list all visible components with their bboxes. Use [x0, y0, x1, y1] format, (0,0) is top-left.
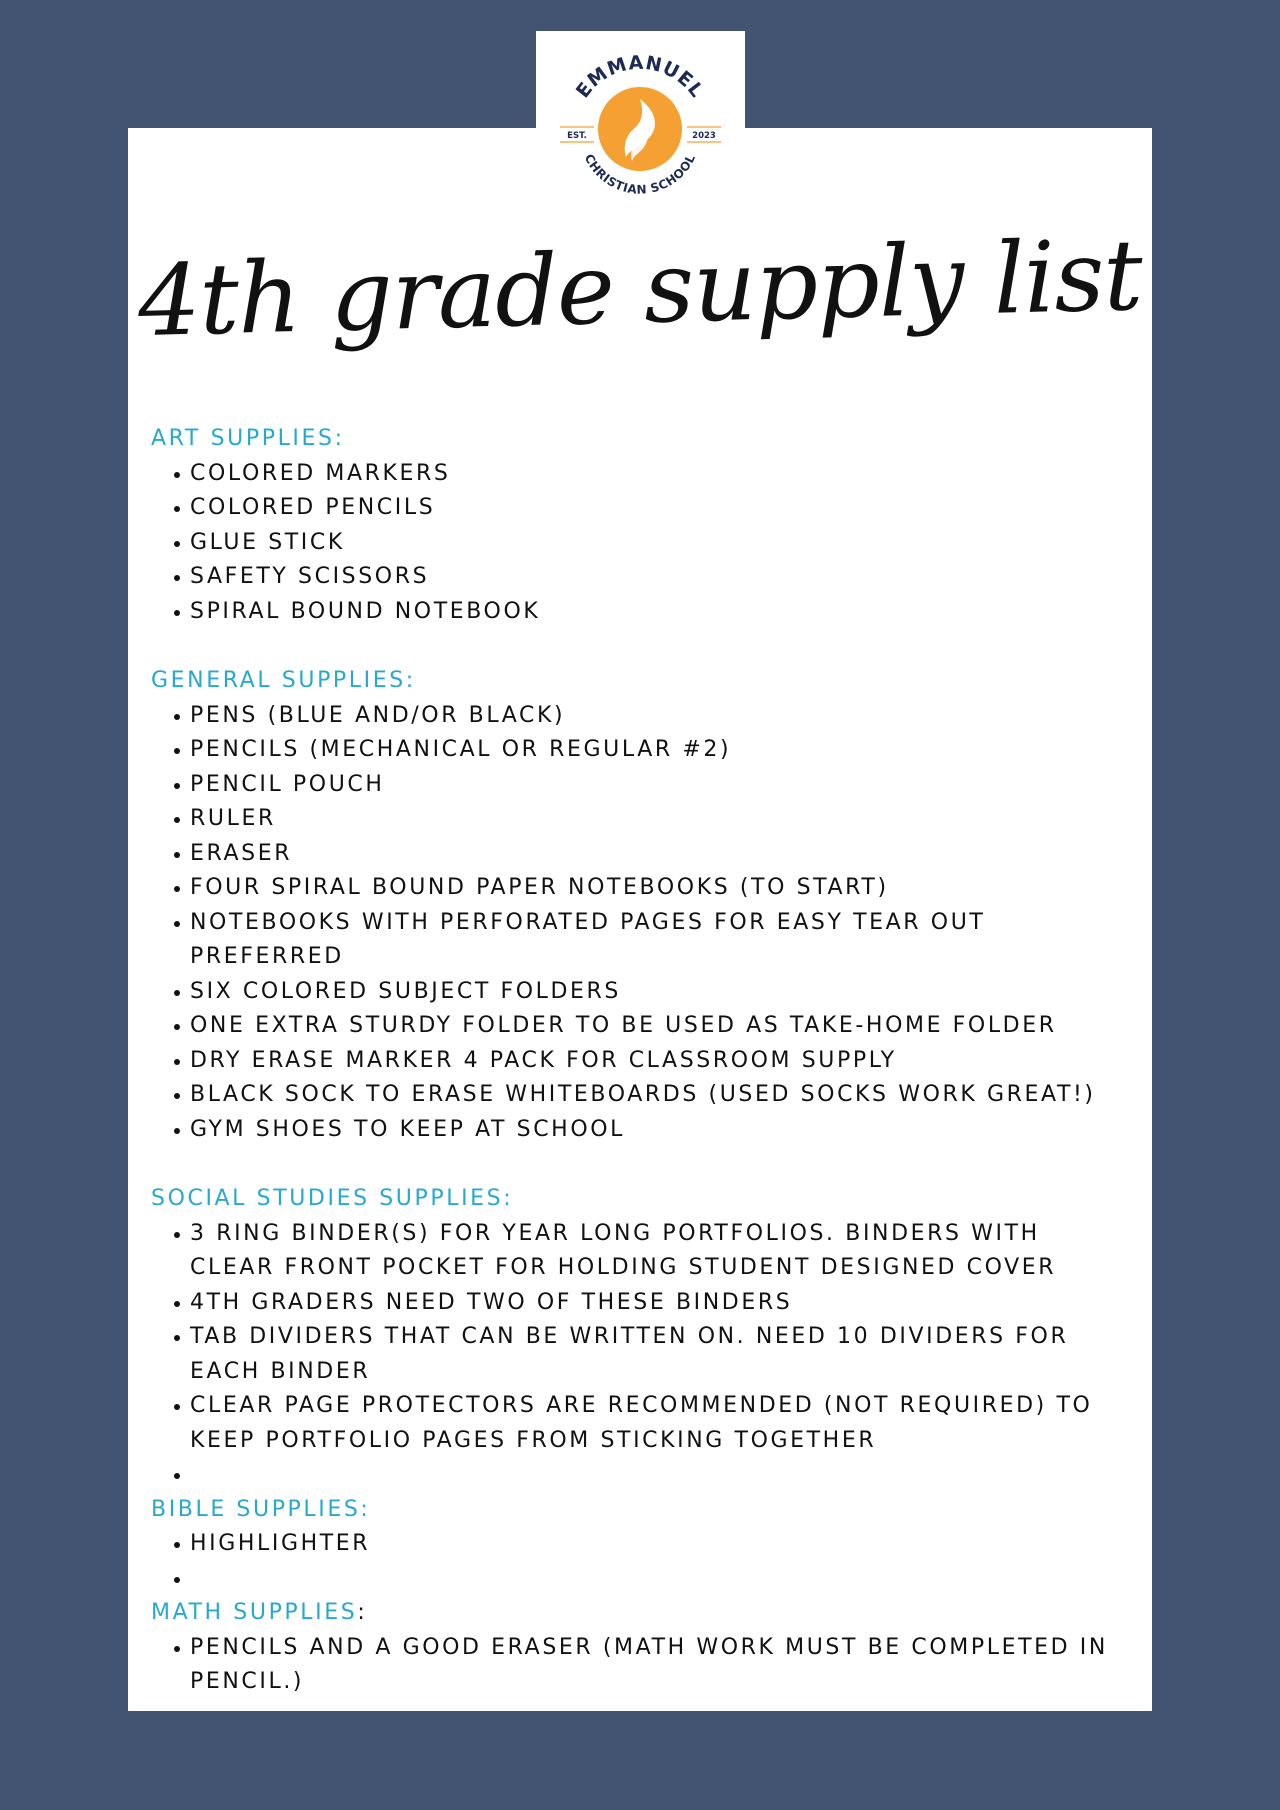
bible-supplies-list [151, 1527, 1131, 1596]
list-item: 3 RING BINDER(S) FOR YEAR LONG PORTFOLIOS. BINDERS WITH CLEAR FRONT POCKET FOR HOLDING STUDENT DESIGNED COVER [151, 1217, 1131, 1286]
list-item: COLORED MARKERS [151, 457, 1131, 492]
art-supplies-list [151, 457, 1131, 630]
social-studies-supplies-section [151, 1182, 1131, 1493]
list-item: 4TH GRADERS NEED TWO OF THESE BINDERS [151, 1286, 1131, 1321]
list-item: ERASER [151, 837, 1131, 872]
list-item: PENCILS AND A GOOD ERASER (MATH WORK MUST BE COMPLETED IN PENCIL.) [151, 1631, 1131, 1700]
list-item: NOTEBOOKS WITH PERFORATED PAGES FOR EASY TEAR OUT PREFERRED [151, 906, 1131, 975]
general-supplies-section [151, 664, 1131, 1147]
list-item: TAB DIVIDERS THAT CAN BE WRITTEN ON. NEED 10 DIVIDERS FOR EACH BINDER [151, 1320, 1131, 1389]
page-title: 4th grade supply list [136, 218, 1144, 360]
list-item: SAFETY SCISSORS [151, 560, 1131, 595]
list-item: ONE EXTRA STURDY FOLDER TO BE USED AS TAKE-HOME FOLDER [151, 1009, 1131, 1044]
list-item: PENS (BLUE AND/OR BLACK) [151, 699, 1131, 734]
section-heading-bible: BIBLE SUPPLIES: [151, 1496, 371, 1522]
list-item: PENCILS (MECHANICAL OR REGULAR #2) [151, 733, 1131, 768]
list-item: BLACK SOCK TO ERASE WHITEBOARDS (USED SOCKS WORK GREAT!) [151, 1078, 1131, 1113]
math-supplies-list [151, 1631, 1131, 1700]
logo-est-text: EST. [567, 131, 587, 141]
list-item: SIX COLORED SUBJECT FOLDERS [151, 975, 1131, 1010]
general-supplies-list [151, 699, 1131, 1148]
bible-supplies-section [151, 1493, 1131, 1597]
logo-emblem [536, 31, 745, 217]
logo-top-text: EMMANUEL [571, 51, 709, 103]
section-heading-general: GENERAL SUPPLIES: [151, 668, 416, 693]
section-heading-math-label: MATH SUPPLIES [151, 1600, 358, 1625]
social-studies-supplies-list [151, 1217, 1131, 1493]
supply-list [151, 422, 1131, 1700]
school-logo [536, 31, 745, 217]
logo-bottom-text: CHRISTIAN SCHOOL [581, 151, 699, 197]
list-item: CLEAR PAGE PROTECTORS ARE RECOMMENDED (NOT REQUIRED) TO KEEP PORTFOLIO PAGES FROM STICKING TOGETHER [151, 1389, 1131, 1458]
section-heading-math-colon: : [357, 1600, 368, 1625]
list-item: SPIRAL BOUND NOTEBOOK [151, 595, 1131, 630]
list-item: FOUR SPIRAL BOUND PAPER NOTEBOOKS (TO START) [151, 871, 1131, 906]
list-item-empty [151, 1562, 1131, 1597]
section-heading-math [151, 1596, 1131, 1631]
logo-year-text: 2023 [692, 131, 716, 141]
list-item: COLORED PENCILS [151, 491, 1131, 526]
list-item: RULER [151, 802, 1131, 837]
list-item: DRY ERASE MARKER 4 PACK FOR CLASSROOM SUPPLY [151, 1044, 1131, 1079]
section-heading-social-studies: SOCIAL STUDIES SUPPLIES: [151, 1186, 514, 1211]
list-item: GYM SHOES TO KEEP AT SCHOOL [151, 1113, 1131, 1148]
math-supplies-section [151, 1596, 1131, 1700]
list-item: PENCIL POUCH [151, 768, 1131, 803]
list-item-empty [151, 1458, 1131, 1493]
list-item: HIGHLIGHTER [151, 1527, 1131, 1562]
list-item: GLUE STICK [151, 526, 1131, 561]
section-heading-art: ART SUPPLIES: [151, 426, 345, 451]
art-supplies-section [151, 422, 1131, 629]
